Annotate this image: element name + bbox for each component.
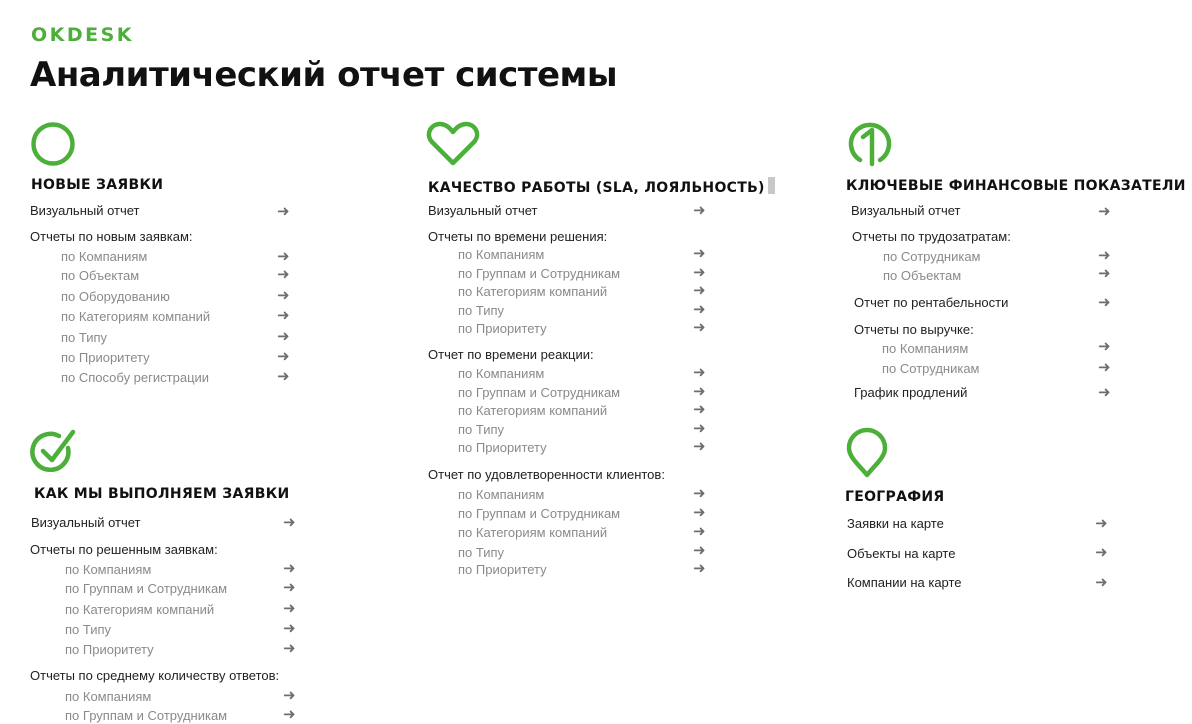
link-avg-by-groups-employees[interactable]: по Группам и Сотрудникам (65, 708, 228, 723)
link-resolution-by-companies[interactable]: по Компаниям (458, 247, 545, 262)
link-resolution-by-groups-employees[interactable]: по Группам и Сотрудникам (458, 266, 621, 281)
link-solved-by-companies[interactable]: по Компаниям (65, 562, 152, 577)
arrow-right-icon[interactable]: ➜ (277, 247, 290, 265)
link-satisfaction-by-company-categories[interactable]: по Категориям компаний (458, 525, 608, 540)
arrow-right-icon[interactable]: ➜ (283, 619, 296, 637)
arrow-right-icon[interactable]: ➜ (693, 437, 706, 455)
circle-icon (30, 121, 76, 167)
arrow-right-icon[interactable]: ➜ (693, 363, 706, 381)
group-label-avg-replies: Отчеты по среднему количеству ответов: (30, 668, 280, 683)
section-title-geography: ГЕОГРАФИЯ (845, 489, 945, 505)
page-title: Аналитический отчет системы (30, 55, 618, 95)
section-title-how-we-work: КАК МЫ ВЫПОЛНЯЕМ ЗАЯВКИ (34, 486, 290, 502)
okdesk-logo[interactable]: OKDESK (31, 24, 135, 46)
link-labor-by-employees[interactable]: по Сотрудникам (883, 249, 981, 264)
arrow-right-icon[interactable]: ➜ (283, 639, 296, 657)
section-title-finance: КЛЮЧЕВЫЕ ФИНАНСОВЫЕ ПОКАЗАТЕЛИ (846, 178, 1186, 194)
link-solved-by-company-categories[interactable]: по Категориям компаний (65, 602, 215, 617)
link-labor-by-objects[interactable]: по Объектам (883, 268, 962, 283)
arrow-right-icon[interactable]: ➜ (277, 202, 290, 220)
arrow-right-icon[interactable]: ➜ (283, 686, 296, 704)
arrow-right-icon[interactable]: ➜ (693, 522, 706, 540)
arrow-right-icon[interactable]: ➜ (283, 578, 296, 596)
arrow-right-icon[interactable]: ➜ (1098, 293, 1111, 311)
link-objects-on-map[interactable]: Объекты на карте (847, 546, 956, 561)
link-reaction-by-type[interactable]: по Типу (458, 422, 505, 437)
link-work-visual-report[interactable]: Визуальный отчет (31, 515, 141, 530)
link-new-by-registration-method[interactable]: по Способу регистрации (61, 370, 210, 385)
link-revenue-by-employees[interactable]: по Сотрудникам (882, 361, 980, 376)
coin-icon (846, 120, 894, 168)
link-new-by-equipment[interactable]: по Оборудованию (61, 289, 170, 304)
link-new-by-priority[interactable]: по Приоритету (61, 350, 150, 365)
link-solved-by-type[interactable]: по Типу (65, 622, 112, 637)
link-solved-by-priority[interactable]: по Приоритету (65, 642, 154, 657)
arrow-right-icon[interactable]: ➜ (277, 367, 290, 385)
link-quality-visual-report[interactable]: Визуальный отчет (428, 203, 538, 218)
arrow-right-icon[interactable]: ➜ (1095, 543, 1108, 561)
arrow-right-icon[interactable]: ➜ (1098, 358, 1111, 376)
group-label-new-requests: Отчеты по новым заявкам: (30, 229, 193, 244)
arrow-right-icon[interactable]: ➜ (277, 327, 290, 345)
link-resolution-by-type[interactable]: по Типу (458, 303, 505, 318)
link-new-visual-report[interactable]: Визуальный отчет (30, 203, 140, 218)
link-satisfaction-by-groups-employees[interactable]: по Группам и Сотрудникам (458, 506, 621, 521)
arrow-right-icon[interactable]: ➜ (277, 306, 290, 324)
group-label-satisfaction: Отчет по удовлетворенности клиентов: (428, 467, 665, 482)
arrow-right-icon[interactable]: ➜ (277, 286, 290, 304)
arrow-right-icon[interactable]: ➜ (693, 541, 706, 559)
arrow-right-icon[interactable]: ➜ (693, 281, 706, 299)
scrollbar-thumb[interactable] (768, 177, 775, 194)
arrow-right-icon[interactable]: ➜ (283, 599, 296, 617)
link-new-by-companies[interactable]: по Компаниям (61, 249, 148, 264)
arrow-right-icon[interactable]: ➜ (283, 559, 296, 577)
link-new-by-company-categories[interactable]: по Категориям компаний (61, 309, 211, 324)
link-reaction-by-company-categories[interactable]: по Категориям компаний (458, 403, 608, 418)
link-satisfaction-by-type[interactable]: по Типу (458, 545, 505, 560)
link-resolution-by-company-categories[interactable]: по Категориям компаний (458, 284, 608, 299)
arrow-right-icon[interactable]: ➜ (693, 559, 706, 577)
section-title-new-requests: НОВЫЕ ЗАЯВКИ (31, 177, 164, 193)
arrow-right-icon[interactable]: ➜ (693, 318, 706, 336)
arrow-right-icon[interactable]: ➜ (693, 300, 706, 318)
section-title-quality: КАЧЕСТВО РАБОТЫ (SLA, ЛОЯЛЬНОСТЬ) (428, 180, 765, 196)
link-profitability-report[interactable]: Отчет по рентабельности (854, 295, 1009, 310)
arrow-right-icon[interactable]: ➜ (693, 201, 706, 219)
map-pin-icon (846, 430, 888, 478)
arrow-right-icon[interactable]: ➜ (1098, 337, 1111, 355)
arrow-right-icon[interactable]: ➜ (283, 513, 296, 531)
link-companies-on-map[interactable]: Компании на карте (847, 575, 962, 590)
group-label-reaction-time: Отчет по времени реакции: (428, 347, 594, 362)
arrow-right-icon[interactable]: ➜ (1098, 264, 1111, 282)
arrow-right-icon[interactable]: ➜ (1098, 383, 1111, 401)
group-label-solved-requests: Отчеты по решенным заявкам: (30, 542, 218, 557)
group-label-resolution-time: Отчеты по времени решения: (428, 229, 608, 244)
link-avg-by-companies[interactable]: по Компаниям (65, 689, 152, 704)
arrow-right-icon[interactable]: ➜ (693, 400, 706, 418)
group-label-labor-costs: Отчеты по трудозатратам: (852, 229, 1011, 244)
link-satisfaction-by-companies[interactable]: по Компаниям (458, 487, 545, 502)
heart-icon (426, 121, 480, 167)
link-reaction-by-companies[interactable]: по Компаниям (458, 366, 545, 381)
link-renewals-chart[interactable]: График продлений (854, 385, 968, 400)
link-solved-by-groups-employees[interactable]: по Группам и Сотрудникам (65, 581, 228, 596)
arrow-right-icon[interactable]: ➜ (693, 263, 706, 281)
arrow-right-icon[interactable]: ➜ (693, 244, 706, 262)
check-circle-icon (28, 426, 78, 476)
arrow-right-icon[interactable]: ➜ (693, 382, 706, 400)
link-finance-visual-report[interactable]: Визуальный отчет (851, 203, 961, 218)
link-satisfaction-by-priority[interactable]: по Приоритету (458, 562, 547, 577)
link-reaction-by-groups-employees[interactable]: по Группам и Сотрудникам (458, 385, 621, 400)
arrow-right-icon[interactable]: ➜ (277, 265, 290, 283)
link-new-by-objects[interactable]: по Объектам (61, 268, 140, 283)
link-resolution-by-priority[interactable]: по Приоритету (458, 321, 547, 336)
arrow-right-icon[interactable]: ➜ (283, 705, 296, 723)
arrow-right-icon[interactable]: ➜ (1095, 573, 1108, 591)
arrow-right-icon[interactable]: ➜ (1098, 202, 1111, 220)
link-requests-on-map[interactable]: Заявки на карте (847, 516, 944, 531)
group-label-revenue: Отчеты по выручке: (854, 322, 974, 337)
arrow-right-icon[interactable]: ➜ (693, 484, 706, 502)
link-revenue-by-companies[interactable]: по Компаниям (882, 341, 969, 356)
link-reaction-by-priority[interactable]: по Приоритету (458, 440, 547, 455)
arrow-right-icon[interactable]: ➜ (693, 503, 706, 521)
link-new-by-type[interactable]: по Типу (61, 330, 108, 345)
arrow-right-icon[interactable]: ➜ (1098, 246, 1111, 264)
arrow-right-icon[interactable]: ➜ (277, 347, 290, 365)
arrow-right-icon[interactable]: ➜ (693, 419, 706, 437)
arrow-right-icon[interactable]: ➜ (1095, 514, 1108, 532)
